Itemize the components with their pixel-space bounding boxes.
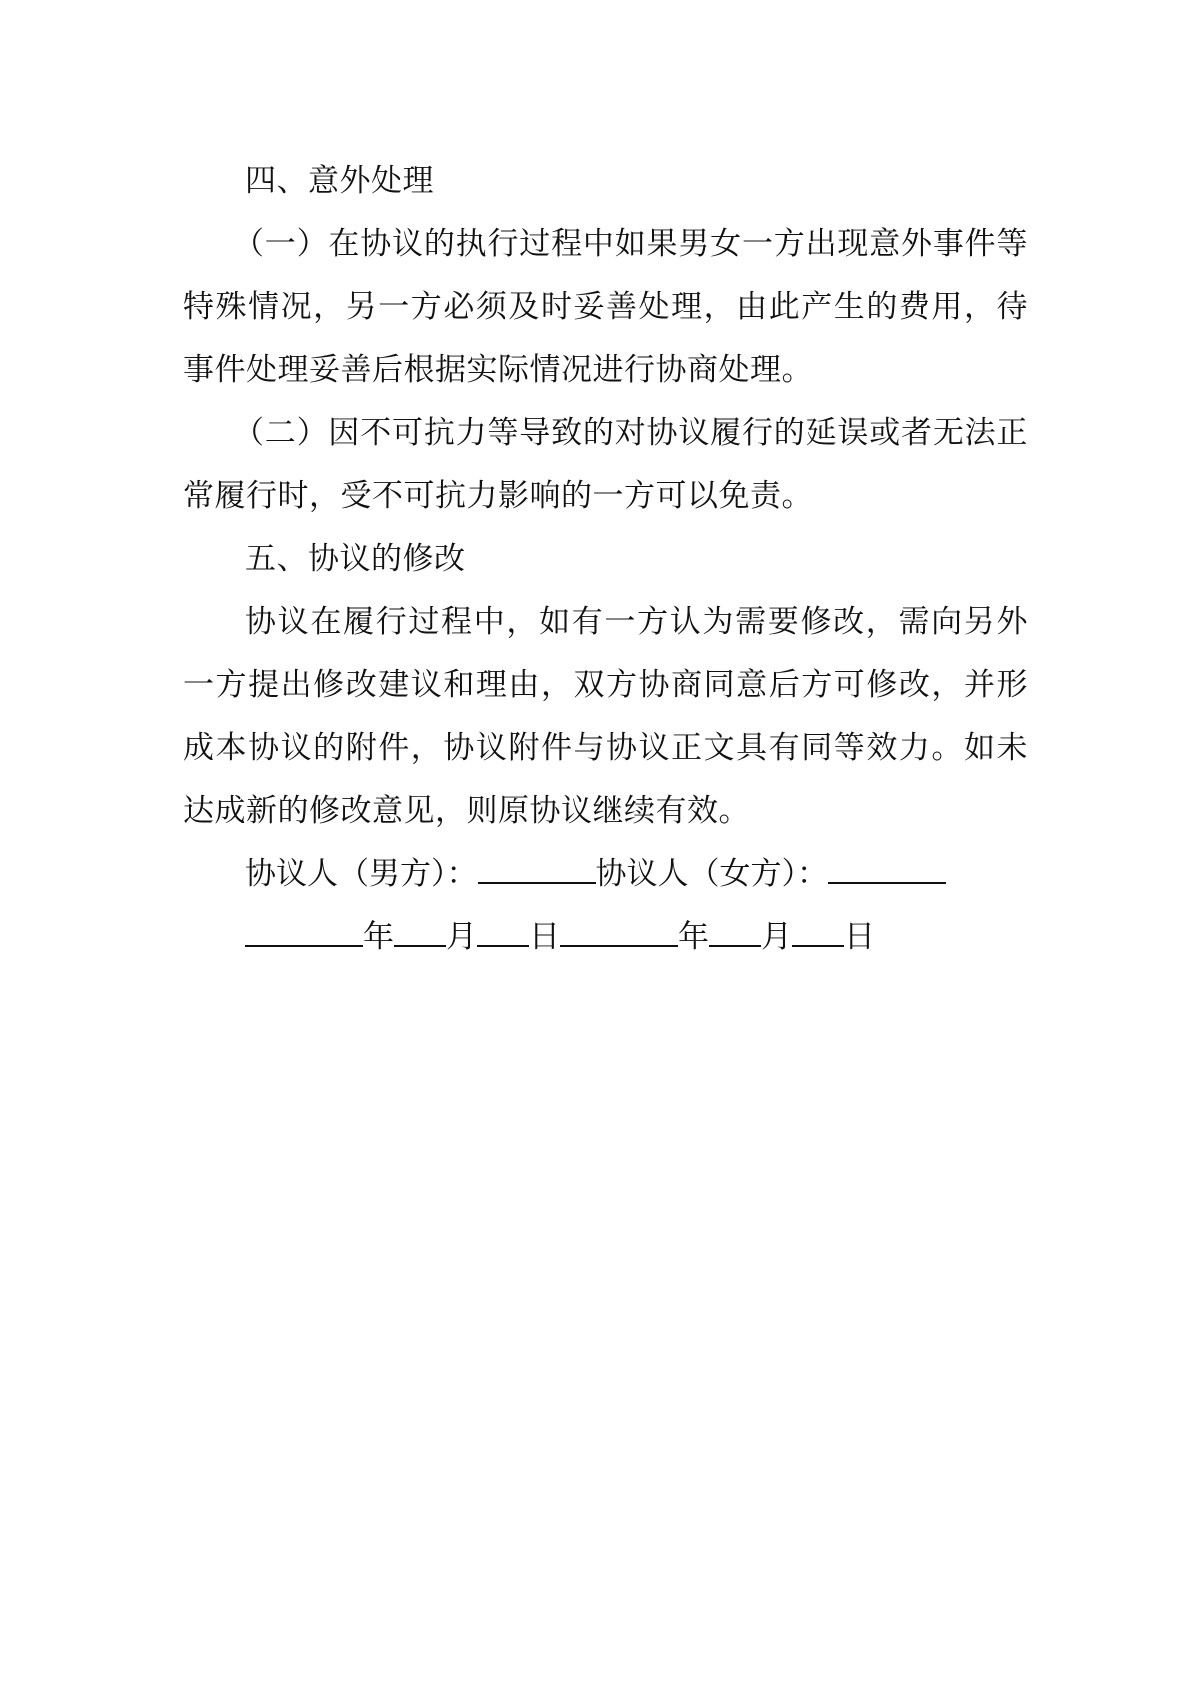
signature-line [183,843,1028,906]
section-4-heading: 四、意外处理 [245,163,434,199]
female-day-blank[interactable] [792,921,844,947]
female-signature-blank[interactable] [828,858,946,884]
section-4-item-2: （二）因不可抗力等导致的对协议履行的延误或者无法正常履行时，受不可抗力影响的一方可以免责。 [183,415,1028,514]
year-label: 年 [363,919,394,955]
female-month-blank[interactable] [709,921,761,947]
month-label: 月 [446,919,477,955]
day-label: 日 [529,919,560,955]
male-day-blank[interactable] [477,921,529,947]
document-body [183,150,1028,969]
section-5-body: 协议在履行过程中，如有一方认为需要修改，需向另外一方提出修改建议和理由，双方协商同意后方可修改，并形成本协议的附件，协议附件与协议正文具有同等效力。如未达成新的修改意见，则原协议继续有效。 [183,604,1028,829]
male-month-blank[interactable] [394,921,446,947]
month-label: 月 [761,919,792,955]
section-5-heading: 五、协议的修改 [245,541,466,577]
female-party-label: 协议人（女方）： [595,856,828,892]
section-4-item-1: （一）在协议的执行过程中如果男女一方出现意外事件等特殊情况，另一方必须及时妥善处理，由此产生的费用，待事件处理妥善后根据实际情况进行协商处理。 [183,226,1028,388]
female-year-blank[interactable] [560,921,678,947]
day-label: 日 [844,919,875,955]
date-line [183,906,1028,969]
male-party-label: 协议人（男方）： [245,856,478,892]
year-label: 年 [678,919,709,955]
male-signature-blank[interactable] [478,858,596,884]
male-year-blank[interactable] [245,921,363,947]
